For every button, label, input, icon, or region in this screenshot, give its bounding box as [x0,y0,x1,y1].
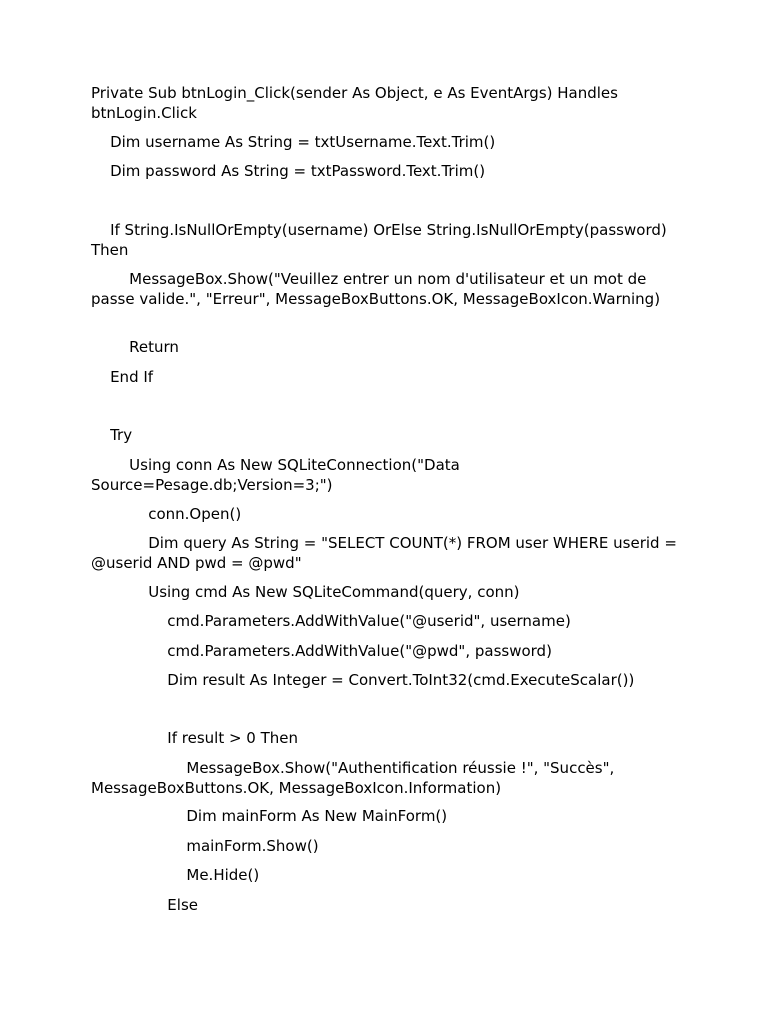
code-line: End If [91,368,154,386]
code-line: conn.Open() [91,505,242,523]
code-line: Dim result As Integer = Convert.ToInt32(cmd.ExecuteScalar()) [91,671,635,689]
code-line: Else [91,896,198,914]
code-line: Private Sub btnLogin_Click(sender As Object, e As EventArgs) Handles btnLogin.Click [91,84,623,122]
code-line: Using conn As New SQLiteConnection("Data Source=Pesage.db;Version=3;") [91,456,465,494]
code-line: Try [91,426,133,444]
code-line: If String.IsNullOrEmpty(username) OrElse String.IsNullOrEmpty(password) Then [91,221,672,259]
code-line: Dim username As String = txtUsername.Text.Trim() [91,133,496,151]
code-line: mainForm.Show() [91,837,319,855]
code-line: Return [91,338,179,356]
code-line: MessageBox.Show("Veuillez entrer un nom d'utilisateur et un mot de passe valide.", "Erreur", MessageBoxButtons.OK, MessageBoxIcon.Warning) [91,270,661,308]
code-line: Using cmd As New SQLiteCommand(query, conn) [91,583,520,601]
code-line: Dim query As String = "SELECT COUNT(*) FROM user WHERE userid = @userid AND pwd = @pwd" [91,534,682,572]
code-line: Dim password As String = txtPassword.Text.Trim() [91,162,486,180]
code-line: MessageBox.Show("Authentification réussie !", "Succès", MessageBoxButtons.OK, MessageBoxIcon.Information) [91,759,620,797]
code-line: cmd.Parameters.AddWithValue("@userid", username) [91,612,571,630]
code-line: If result > 0 Then [91,729,299,747]
code-line: Dim mainForm As New MainForm() [91,807,448,825]
code-line: cmd.Parameters.AddWithValue("@pwd", password) [91,642,552,660]
code-line: Me.Hide() [91,866,260,884]
